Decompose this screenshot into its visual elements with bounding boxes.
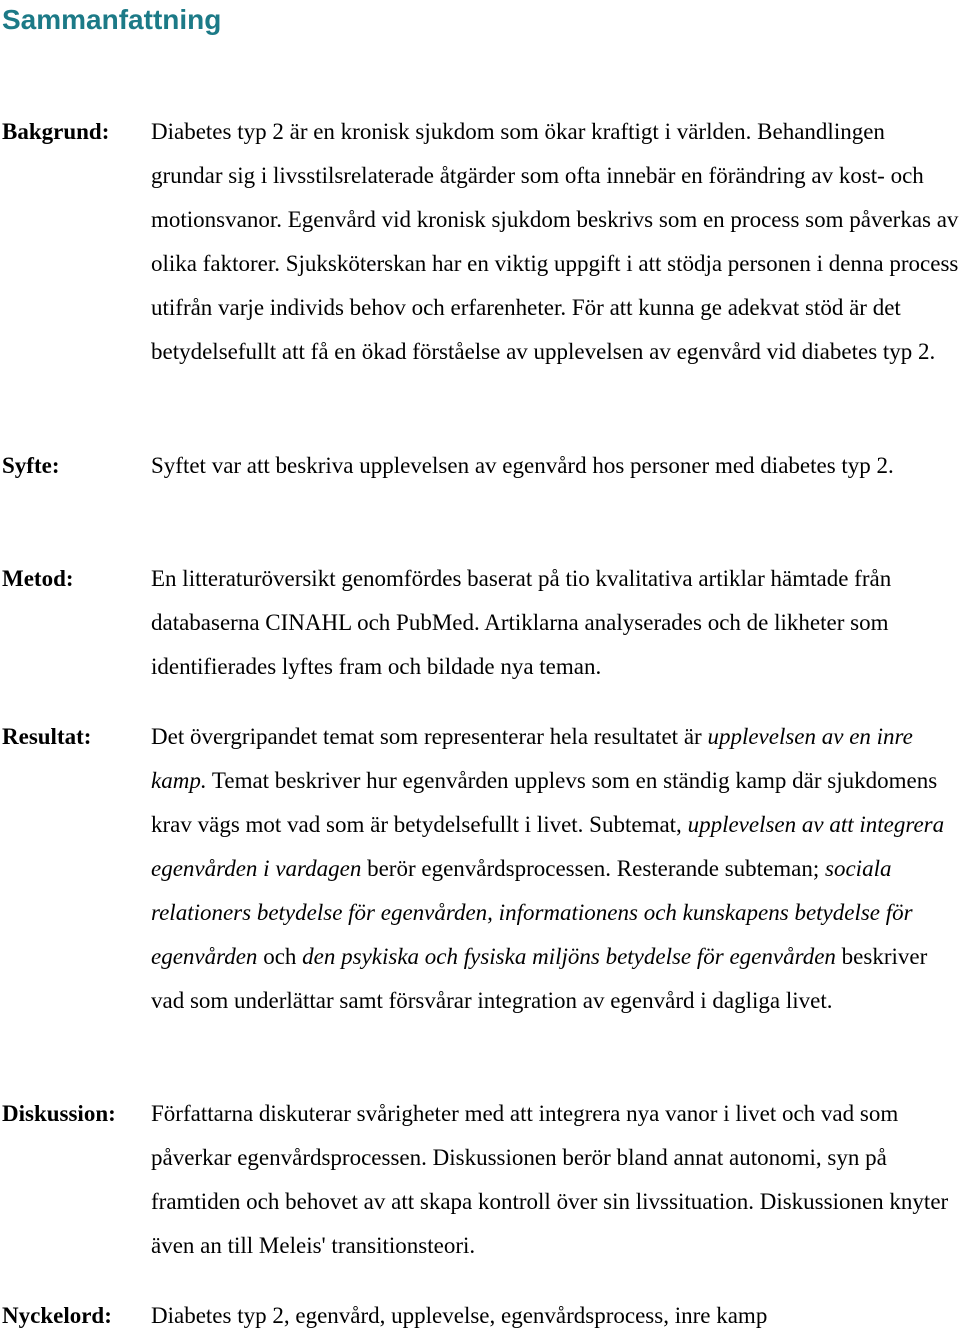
resultat-subthemes-relationer-information: sociala relationers betydelse för egenvården, informationens och kunskapens betydelse för egenvården <box>151 856 913 969</box>
resultat-subtheme-miljo: den psykiska och fysiska miljöns betydelse för egenvården <box>302 944 836 969</box>
resultat-theme-inre-kamp: upplevelsen av en inre kamp. <box>151 724 913 793</box>
section-text-diskussion <box>151 1092 960 1268</box>
resultat-subtheme-vardagen: upplevelsen av att integrera egenvården i vardagen <box>151 812 945 881</box>
section-text-metod <box>151 557 960 689</box>
section-label-metod: Metod: <box>2 566 74 591</box>
nyckelord-paragraph: Diabetes typ 2, egenvård, upplevelse, egenvårdsprocess, inre kamp <box>151 1303 768 1328</box>
section-label-bakgrund: Bakgrund: <box>2 119 110 144</box>
diskussion-paragraph: Författarna diskuterar svårigheter med att integrera nya vanor i livet och vad som påverkar egenvårdsprocessen. Diskussionen berör bland annat autonomi, syn på framtiden och behovet av att skapa kontroll över sin livssituation. Diskussionen knyter även an till Meleis' transitionsteori. <box>151 1101 949 1258</box>
section-label-resultat: Resultat: <box>2 724 92 749</box>
section-text-syfte <box>151 444 960 488</box>
resultat-text-4: och <box>257 944 303 969</box>
section-label-syfte: Syfte: <box>2 453 60 478</box>
resultat-text-5: beskriver vad som underlättar samt försvårar integration av egenvård i dagliga livet. <box>151 944 928 1013</box>
page-title: Sammanfattning <box>2 4 222 35</box>
metod-paragraph: En litteraturöversikt genomfördes baserat på tio kvalitativa artiklar hämtade från databaserna CINAHL och PubMed. Artiklarna analyserades och de likheter som identifierades lyftes fram och bildade nya teman. <box>151 566 892 679</box>
bakgrund-paragraph: Diabetes typ 2 är en kronisk sjukdom som ökar kraftigt i världen. Behandlingen grundar sig i livsstilsrelaterade åtgärder som ofta innebär en förändring av kost- och motionsvanor. Egenvård vid kronisk sjukdom beskrivs som en process som påverkas av olika faktorer. Sjuksköterskan har en viktig uppgift i att stödja personen i denna process utifrån varje individs behov och erfarenheter. För att kunna ge adekvat stöd är det betydelsefullt att få en ökad förståelse av upplevelsen av egenvård vid diabetes typ 2. <box>151 119 959 364</box>
resultat-text-2: Temat beskriver hur egenvården upplevs som en ständig kamp där sjukdomens krav vägs mot vad som är betydelsefullt i livet. Subtemat, <box>151 768 938 837</box>
section-text-resultat <box>151 715 960 1023</box>
section-label-diskussion: Diskussion: <box>2 1101 116 1126</box>
resultat-paragraph <box>151 715 960 1023</box>
syfte-paragraph: Syftet var att beskriva upplevelsen av egenvård hos personer med diabetes typ 2. <box>151 453 894 478</box>
resultat-text-1: Det övergripandet temat som representerar hela resultatet är <box>151 724 708 749</box>
section-text-bakgrund <box>151 110 960 374</box>
resultat-text-3: berör egenvårdsprocessen. Resterande subteman; <box>361 856 826 881</box>
section-text-nyckelord <box>151 1294 960 1338</box>
section-label-nyckelord: Nyckelord: <box>2 1303 112 1328</box>
